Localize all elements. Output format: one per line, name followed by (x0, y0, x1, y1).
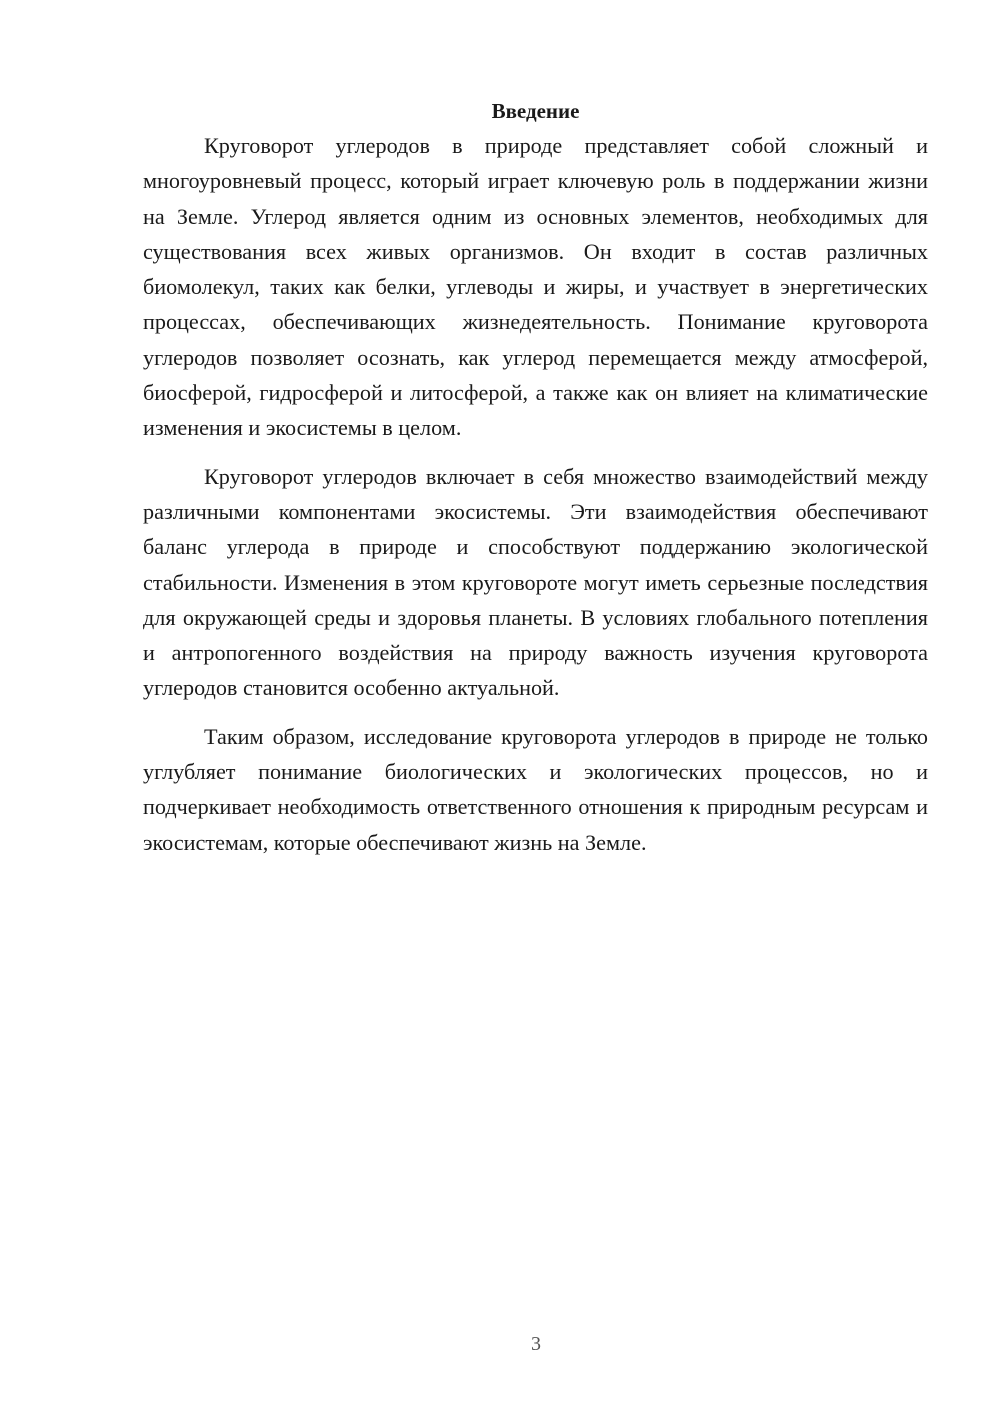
page-number: 3 (531, 1333, 541, 1355)
page-title: Введение (491, 99, 580, 123)
page-content (143, 96, 928, 873)
paragraph: Круговорот углеродов в природе представляет собой сложный и многоуровневый процесс, который играет ключевую роль в поддержании жизни на Земле. Углерод является одним из основных элементов, необходимых для существования всех живых организмов. Он входит в состав различных биомолекул, таких как белки, углеводы и жиры, и участвует в энергетических процессах, обеспечивающих жизнедеятельность. Понимание круговорота углеродов позволяет осознать, как углерод перемещается между атмосферой, биосферой, гидросферой и литосферой, а также как он влияет на климатические изменения и экосистемы в целом. (143, 133, 928, 441)
paragraph: Таким образом, исследование круговорота углеродов в природе не только углубляет понимание биологических и экологических процессов, но и подчеркивает необходимость ответственного отношения к природным ресурсам и экосистемам, которые обеспечивают жизнь на Земле. (143, 723, 928, 855)
paragraph: Круговорот углеродов включает в себя множество взаимодействий между различными компонентами экосистемы. Эти взаимодействия обеспечивают баланс углерода в природе и способствуют поддержанию экологической стабильности. Изменения в этом круговороте могут иметь серьезные последствия для окружающей среды и здоровья планеты. В условиях глобального потепления и антропогенного воздействия на природу важность изучения круговорота углеродов становится особенно актуальной. (143, 463, 928, 701)
